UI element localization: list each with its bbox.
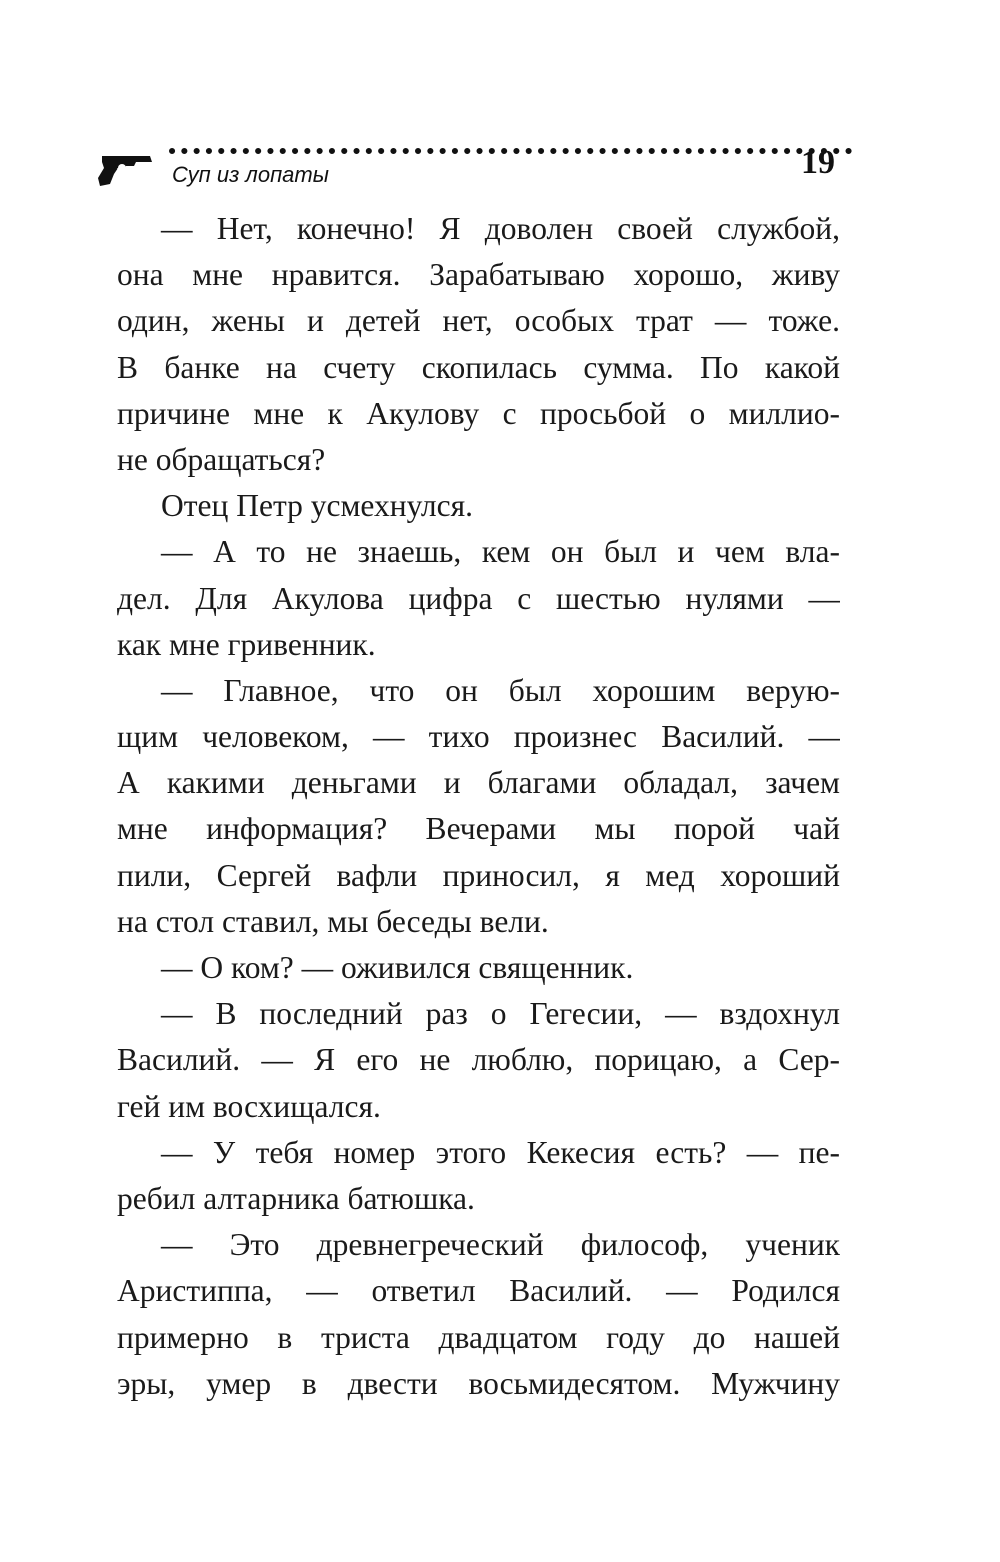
- running-title: Суп из лопаты: [172, 162, 329, 187]
- text-line: пили, Сергей вафли приносил, я мед хороший: [117, 857, 840, 893]
- text-line: один, жены и детей нет, особых трат — тоже.: [117, 303, 840, 339]
- text-line: примерно в триста двадцатом году до нашей: [117, 1319, 840, 1355]
- text-line: гей им восхищался.: [117, 1088, 381, 1124]
- text-line: А какими деньгами и благами обладал, зачем: [117, 765, 840, 801]
- text-line: причине мне к Акулову с просьбой о миллио-: [117, 395, 840, 431]
- revolver-icon: [96, 152, 154, 188]
- text-line: — В последний раз о Гегесии, — вздохнул: [161, 996, 840, 1032]
- text-line: — А то не знаешь, кем он был и чем вла-: [161, 534, 840, 570]
- text-line: дел. Для Акулова цифра с шестью нулями —: [117, 580, 840, 616]
- text-line: как мне гривенник.: [117, 626, 376, 662]
- header-dotted-rule: [168, 146, 858, 156]
- text-line: — Главное, что он был хорошим верую-: [161, 672, 840, 708]
- text-line: мне информация? Вечерами мы порой чай: [117, 811, 840, 847]
- text-line: щим человеком, — тихо произнес Василий. —: [117, 719, 840, 755]
- text-line: Отец Петр усмехнулся.: [161, 488, 474, 524]
- text-line: — Нет, конечно! Я доволен своей службой,: [161, 211, 840, 246]
- body-text: [117, 206, 840, 1407]
- text-line: Аристиппа, — ответил Василий. — Родился: [117, 1273, 840, 1309]
- text-line: ребил алтарника батюшка.: [117, 1180, 475, 1216]
- text-line: на стол ставил, мы беседы вели.: [117, 903, 549, 939]
- text-line: Василий. — Я его не люблю, порицаю, а Сер-: [117, 1042, 840, 1078]
- text-line: — Это древнегреческий философ, ученик: [161, 1227, 840, 1263]
- text-line: В банке на счету скопилась сумма. По какой: [117, 349, 840, 385]
- text-line: она мне нравится. Зарабатываю хорошо, живу: [117, 257, 840, 293]
- text-line: — О ком? — оживился священник.: [161, 950, 634, 985]
- page-number: 19: [801, 144, 835, 181]
- text-line: не обращаться?: [117, 441, 326, 477]
- page-header: [96, 140, 841, 200]
- text-line: эры, умер в двести восьмидесятом. Мужчину: [117, 1365, 840, 1401]
- text-line: — У тебя номер этого Кекесия есть? — пе-: [161, 1134, 840, 1170]
